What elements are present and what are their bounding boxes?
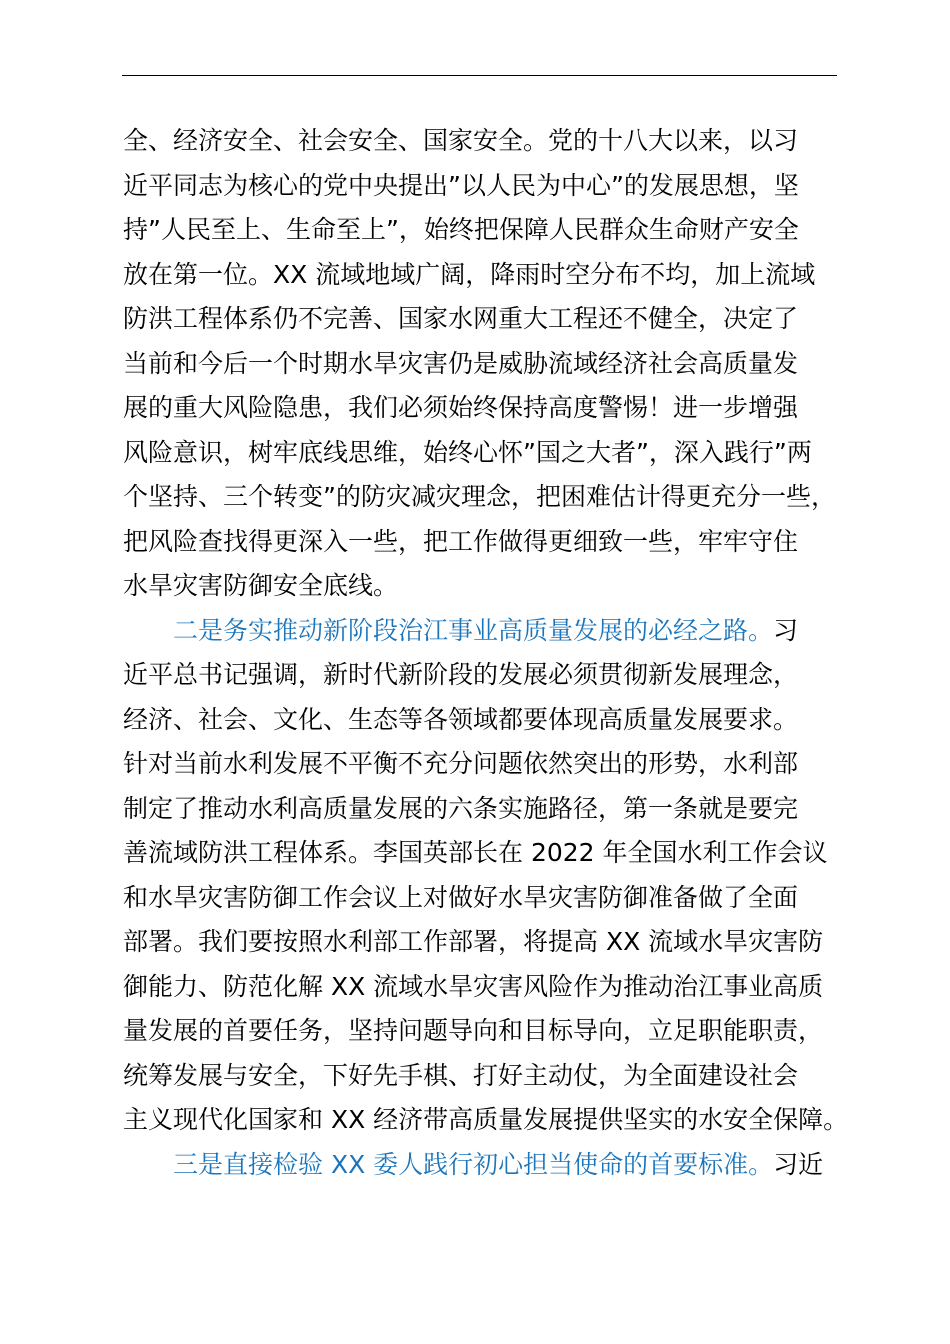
text-line: 防洪工程体系仍不完善、国家水网重大工程还不健全，决定了 [123, 304, 799, 333]
text-line: 当前和今后一个时期水旱灾害仍是威胁流域经济社会高质量发 [123, 349, 799, 378]
paragraph-2-first-line [173, 609, 863, 653]
text-line: 经济、社会、文化、生态等各领域都要体现高质量发展要求。 [123, 705, 799, 734]
text-line: 统筹发展与安全，下好先手棋、打好主动仗，为全面建设社会 [123, 1061, 799, 1090]
text-line: 全、经济安全、社会安全、国家安全。党的十八大以来，以习 [123, 126, 799, 155]
text-line: 风险意识，树牢底线思维，始终心怀”国之大者”，深入践行”两 [123, 438, 812, 467]
text-line: 水旱灾害防御安全底线。 [123, 571, 399, 600]
paragraph-2-heading: 二是务实推动新阶段治江事业高质量发展的必经之路。 [173, 616, 774, 645]
text-line: 个坚持、三个转变”的防灾减灾理念，把困难估计得更充分一些， [123, 482, 836, 511]
header-rule [122, 75, 837, 76]
text-line: 量发展的首要任务，坚持问题导向和目标导向，立足职能职责， [123, 1016, 824, 1045]
text-line: 和水旱灾害防御工作会议上对做好水旱灾害防御准备做了全面 [123, 883, 799, 912]
paragraph-3-heading: 三是直接检验 XX 委人践行初心担当使命的首要标准。 [173, 1150, 774, 1179]
text-line: 针对当前水利发展不平衡不充分问题依然突出的形势，水利部 [123, 749, 799, 778]
text-line: 持”人民至上、生命至上”，始终把保障人民群众生命财产安全 [123, 215, 799, 244]
text-line: 放在第一位。XX 流域地域广阔，降雨时空分布不均，加上流域 [123, 260, 816, 289]
text-line: 制定了推动水利高质量发展的六条实施路径，第一条就是要完 [123, 794, 799, 823]
paragraph-2-text: 习 [773, 616, 799, 645]
text-line: 善流域防洪工程体系。李国英部长在 2022 年全国水利工作会议 [123, 838, 828, 867]
text-line: 近平总书记强调，新时代新阶段的发展必须贯彻新发展理念， [123, 660, 799, 689]
text-line: 部署。我们要按照水利部工作部署，将提高 XX 流域水旱灾害防 [123, 927, 824, 956]
paragraph-3-text: 习近 [773, 1150, 824, 1179]
text-line: 展的重大风险隐患，我们必须始终保持高度警惕！进一步增强 [123, 393, 799, 422]
text-line: 御能力、防范化解 XX 流域水旱灾害风险作为推动治江事业高质 [123, 972, 824, 1001]
text-line: 主义现代化国家和 XX 经济带高质量发展提供坚实的水安全保障。 [123, 1105, 849, 1134]
paragraph-3-first-line [173, 1143, 863, 1187]
text-line: 把风险查找得更深入一些，把工作做得更细致一些，牢牢守住 [123, 527, 799, 556]
text-line: 近平同志为核心的党中央提出”以人民为中心”的发展思想，坚 [123, 171, 799, 200]
